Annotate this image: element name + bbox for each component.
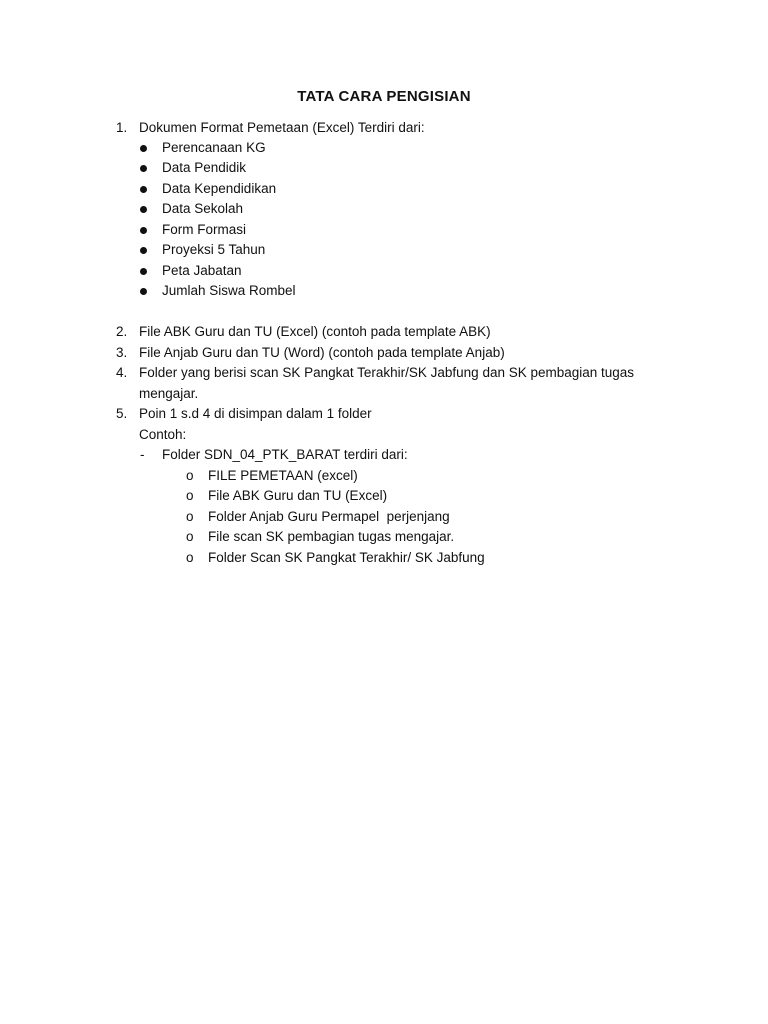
sub-bullet-marker: o xyxy=(186,509,194,524)
example-label: Contoh: xyxy=(139,427,187,442)
list-number: 5. xyxy=(116,406,128,421)
bullet-icon xyxy=(140,247,147,254)
bullet-item: Perencanaan KG xyxy=(162,140,266,155)
dash-marker: - xyxy=(140,447,145,462)
bullet-item: Proyeksi 5 Tahun xyxy=(162,242,266,257)
bullet-icon xyxy=(140,165,147,172)
bullet-item: Peta Jabatan xyxy=(162,263,242,278)
list-number: 1. xyxy=(116,120,128,135)
bullet-icon xyxy=(140,288,147,295)
list-item-text-continued: mengajar. xyxy=(139,386,199,401)
list-item-text: Dokumen Format Pemetaan (Excel) Terdiri dari: xyxy=(139,120,425,135)
bullet-item: Data Kependidikan xyxy=(162,181,277,196)
list-item-text: File Anjab Guru dan TU (Word) (contoh pada template Anjab) xyxy=(139,345,505,360)
list-item-text: File ABK Guru dan TU (Excel) (contoh pada template ABK) xyxy=(139,324,491,339)
bullet-icon xyxy=(140,206,147,213)
bullet-item: Data Sekolah xyxy=(162,201,244,216)
list-item-text: Folder yang berisi scan SK Pangkat Terakhir/SK Jabfung dan SK pembagian tugas xyxy=(139,365,635,380)
list-number: 4. xyxy=(116,365,128,380)
bullet-item: Form Formasi xyxy=(162,222,246,237)
list-number: 3. xyxy=(116,345,128,360)
bullet-icon xyxy=(140,227,147,234)
sub-bullet-marker: o xyxy=(186,488,194,503)
bullet-icon xyxy=(140,268,147,275)
bullet-icon xyxy=(140,186,147,193)
bullet-item: Data Pendidik xyxy=(162,160,247,175)
sub-list-item: Folder Anjab Guru Permapel perjenjang xyxy=(208,509,450,524)
sub-bullet-marker: o xyxy=(186,550,194,565)
folder-text: Folder SDN_04_PTK_BARAT terdiri dari: xyxy=(162,447,408,462)
sub-bullet-marker: o xyxy=(186,529,194,544)
sub-list-item: File scan SK pembagian tugas mengajar. xyxy=(208,529,455,544)
bullet-icon xyxy=(140,145,147,152)
sub-list-item: File ABK Guru dan TU (Excel) xyxy=(208,488,388,503)
sub-list-item: Folder Scan SK Pangkat Terakhir/ SK Jabfung xyxy=(208,550,485,565)
document-title: TATA CARA PENGISIAN xyxy=(297,88,471,105)
sub-bullet-marker: o xyxy=(186,468,194,483)
sub-list-item: FILE PEMETAAN (excel) xyxy=(208,468,358,483)
list-number: 2. xyxy=(116,324,128,339)
bullet-item: Jumlah Siswa Rombel xyxy=(162,283,296,298)
list-item-text: Poin 1 s.d 4 di disimpan dalam 1 folder xyxy=(139,406,372,421)
